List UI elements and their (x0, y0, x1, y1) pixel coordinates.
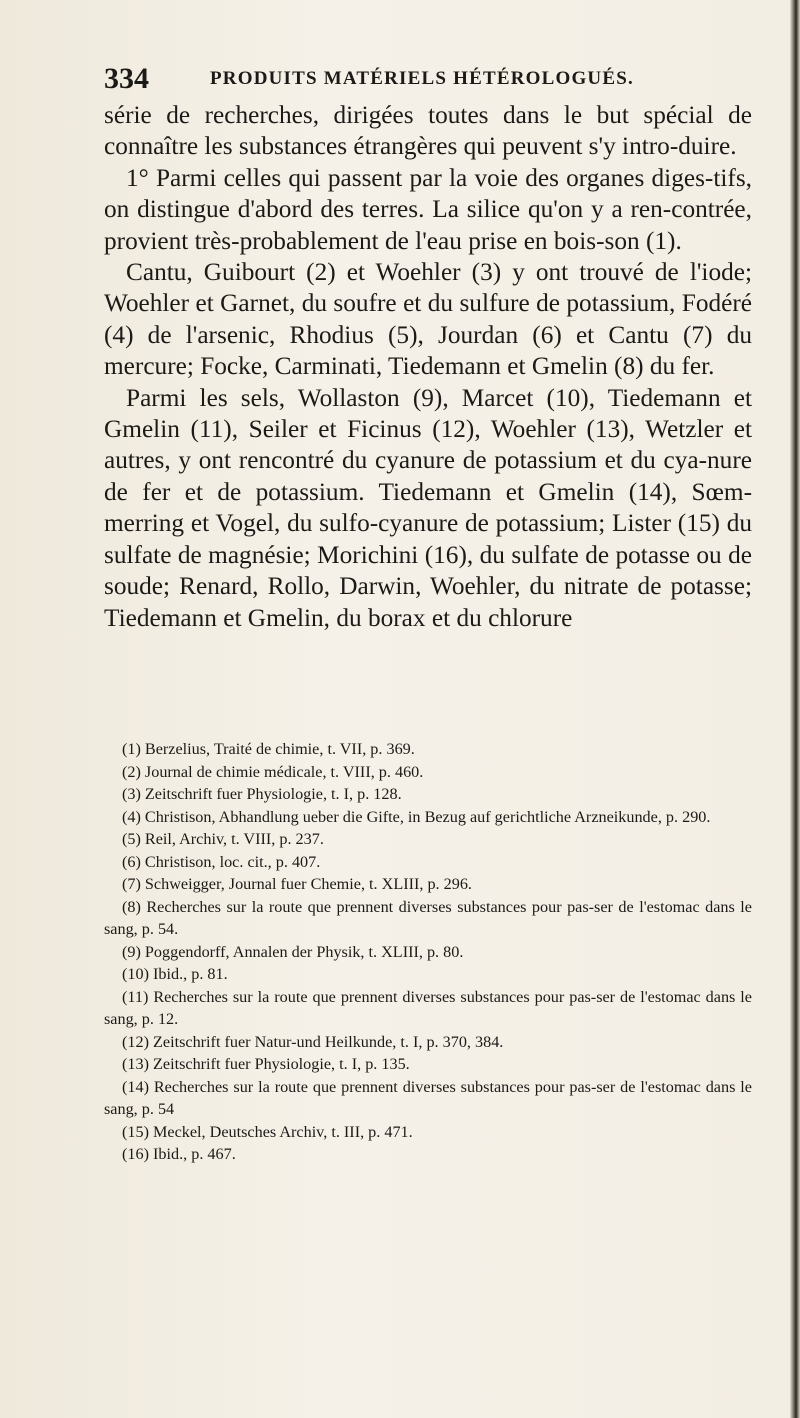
footnote: (5) Reil, Archiv, t. VIII, p. 237. (122, 830, 324, 848)
footnote: (12) Zeitschrift fuer Natur-und Heilkunde, t. I, p. 370, 384. (122, 1032, 504, 1051)
running-title: PRODUITS MATÉRIELS HÉTÉROLOGUÉS. (210, 68, 634, 89)
footnote: (3) Zeitschrift fuer Physiologie, t. I, p. 128. (122, 785, 402, 803)
main-text (104, 100, 752, 634)
footnote: (7) Schweigger, Journal fuer Chemie, t. XLIII, p. 296. (122, 875, 472, 893)
page-edge-shadow (790, 0, 800, 1418)
footnote: (14) Recherches sur la route que prennent diverses substances pour pas-ser de l'estomac dans le sang, p. 54 (104, 1077, 752, 1118)
footnotes (104, 738, 752, 1166)
paragraph: Cantu, Guibourt (2) et Woehler (3) y ont trouvé de l'iode; Woehler et Garnet, du soufre et du sulfure de potassium, Fodéré (4) de l'arsenic, Rhodius (5), Jourdan (6) et Cantu (7) du mercure; Focke, Carminati, Tiedemann et Gmelin (8) du fer. (104, 258, 752, 381)
footnote: (15) Meckel, Deutsches Archiv, t. III, p. 471. (122, 1122, 413, 1141)
footnote: (13) Zeitschrift fuer Physiologie, t. I, p. 135. (122, 1055, 410, 1073)
page-header (104, 62, 744, 96)
paragraph: 1° Parmi celles qui passent par la voie des organes diges-tifs, on distingue d'abord des terres. La silice qu'on y a ren-contrée, provient très-probablement de l'eau prise en bois-son (1). (104, 163, 752, 255)
footnote: (11) Recherches sur la route que prennent diverses substances pour pas-ser de l'estomac dans le sang, p. 12. (104, 987, 752, 1028)
footnote: (4) Christison, Abhandlung ueber die Gifte, in Bezug auf gerichtliche Arzneikunde, p. 290. (122, 807, 711, 826)
page-number: 334 (104, 62, 149, 95)
footnote: (10) Ibid., p. 81. (122, 965, 228, 983)
footnote: (9) Poggendorff, Annalen der Physik, t. XLIII, p. 80. (122, 942, 464, 961)
paragraph: Parmi les sels, Wollaston (9), Marcet (10), Tiedemann et Gmelin (11), Seiler et Ficinus (12), Woehler (13), Wetzler et autres, y ont rencontré du cyanure de potassium et du cya-nure de fer et de potassium. Tiedemann et Gmelin (14), Sœm-merring et Vogel, du sulfo-cyanure de potassium; Lister (15) du sulfate de magnésie; Morichini (16), du sulfate de potasse ou de soude; Renard, Rollo, Darwin, Woehler, du nitrate de potasse; Tiedemann et Gmelin, du borax et du chlorure (104, 383, 752, 632)
footnote: (8) Recherches sur la route que prennent diverses substances pour pas-ser de l'estomac dans le sang, p. 54. (104, 897, 752, 938)
footnote: (6) Christison, loc. cit., p. 407. (122, 852, 321, 871)
footnote: (16) Ibid., p. 467. (122, 1145, 236, 1163)
footnote: (1) Berzelius, Traité de chimie, t. VII, p. 369. (122, 740, 415, 758)
paragraph: série de recherches, dirigées toutes dans le but spécial de connaître les substances étrangères qui peuvent s'y intro-duire. (104, 101, 752, 161)
footnote: (2) Journal de chimie médicale, t. VIII, p. 460. (122, 762, 424, 781)
